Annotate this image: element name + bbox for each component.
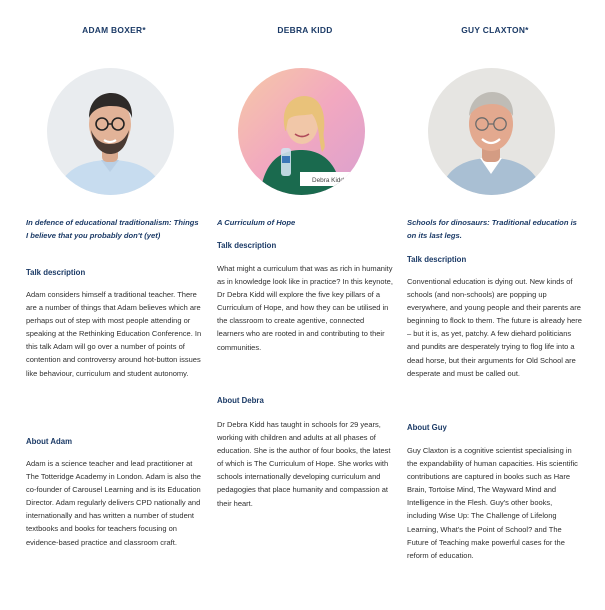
talk-description: Conventional education is dying out. New kinds of schools (and non-schools) are popping up everywhere, and young people and their parents are beginning to flock to them. The future is already here – but it is, as yet, patchy. A few diehard politicians and pundits are desperately trying to flog life into a dead horse, but their arguments for Old School are desperate and must be called out. <box>407 277 582 378</box>
talk-title: Schools for dinosaurs: Traditional education is on its last legs. <box>407 218 577 241</box>
talk-description-heading: Talk description <box>26 268 86 277</box>
talk-description-heading: Talk description <box>407 255 467 264</box>
about-text: Guy Claxton is a cognitive scientist specialising in the expandability of human capacities. His scientific contributions are captured in books such as Hare Brain, Tortoise Mind, The Wayward Mind and Intelligence in the Flesh. Guy's other books, including Wise Up: The Challenge of Lifelong Learning, What's the Point of School? and The Future of Teaching make powerful cases for the reform of education. <box>407 446 578 560</box>
speaker-portrait-image <box>428 68 555 195</box>
speaker-name: DEBRA KIDD <box>277 25 333 35</box>
about-heading: About Guy <box>407 423 447 432</box>
speaker-name: ADAM BOXER* <box>82 25 146 35</box>
talk-description: Adam considers himself a traditional teacher. There are a number of things that Adam believes which are perhaps out of step with most people attending or speaking at the Rethinking Education Conference. In this talk Adam will go over a number of points of contention and controversy around hot-button issues like behaviour, curriculum and student autonomy. <box>26 290 202 378</box>
talk-title: In defence of educational traditionalism: Things I believe that you probably don't (yet) <box>26 218 199 241</box>
speaker-photo <box>47 68 174 195</box>
talk-description: What might a curriculum that was as rich in humanity as in knowledge look like in practice? In this keynote, Dr Debra Kidd will explore the five key pillars of a Curriculum of Hope, and how they can be utilised in the classroom to create agentive, connected learners who are rooted in and contributing to their communities. <box>217 264 393 352</box>
about-text: Adam is a science teacher and lead practitioner at The Totteridge Academy in London. Adam is also the co-founder of Carousel Learning and is its Education Director. Adam regularly delivers CPD nationally and internationally and has written a number of student textbooks and books for teachers focusing on evidence-based practice and classroom craft. <box>26 459 201 547</box>
speaker-name: GUY CLAXTON* <box>461 25 529 35</box>
about-text: Dr Debra Kidd has taught in schools for 29 years, working with children and adults at all phases of education. She is the author of four books, the latest of which is The Curriculum of Hope. She works with schools internationally developing curriculum and pedagogies that place humanity and compassion at their heart. <box>217 420 391 508</box>
speaker-portrait-image <box>238 68 365 195</box>
speaker-portrait-image <box>47 68 174 195</box>
about-heading: About Debra <box>217 396 264 405</box>
about-heading: About Adam <box>26 437 73 446</box>
speaker-photo <box>428 68 555 195</box>
talk-description-heading: Talk description <box>217 241 277 250</box>
speaker-photo <box>238 68 365 195</box>
photo-caption: Debra Kidd <box>312 177 344 184</box>
talk-title: A Curriculum of Hope <box>217 218 296 227</box>
